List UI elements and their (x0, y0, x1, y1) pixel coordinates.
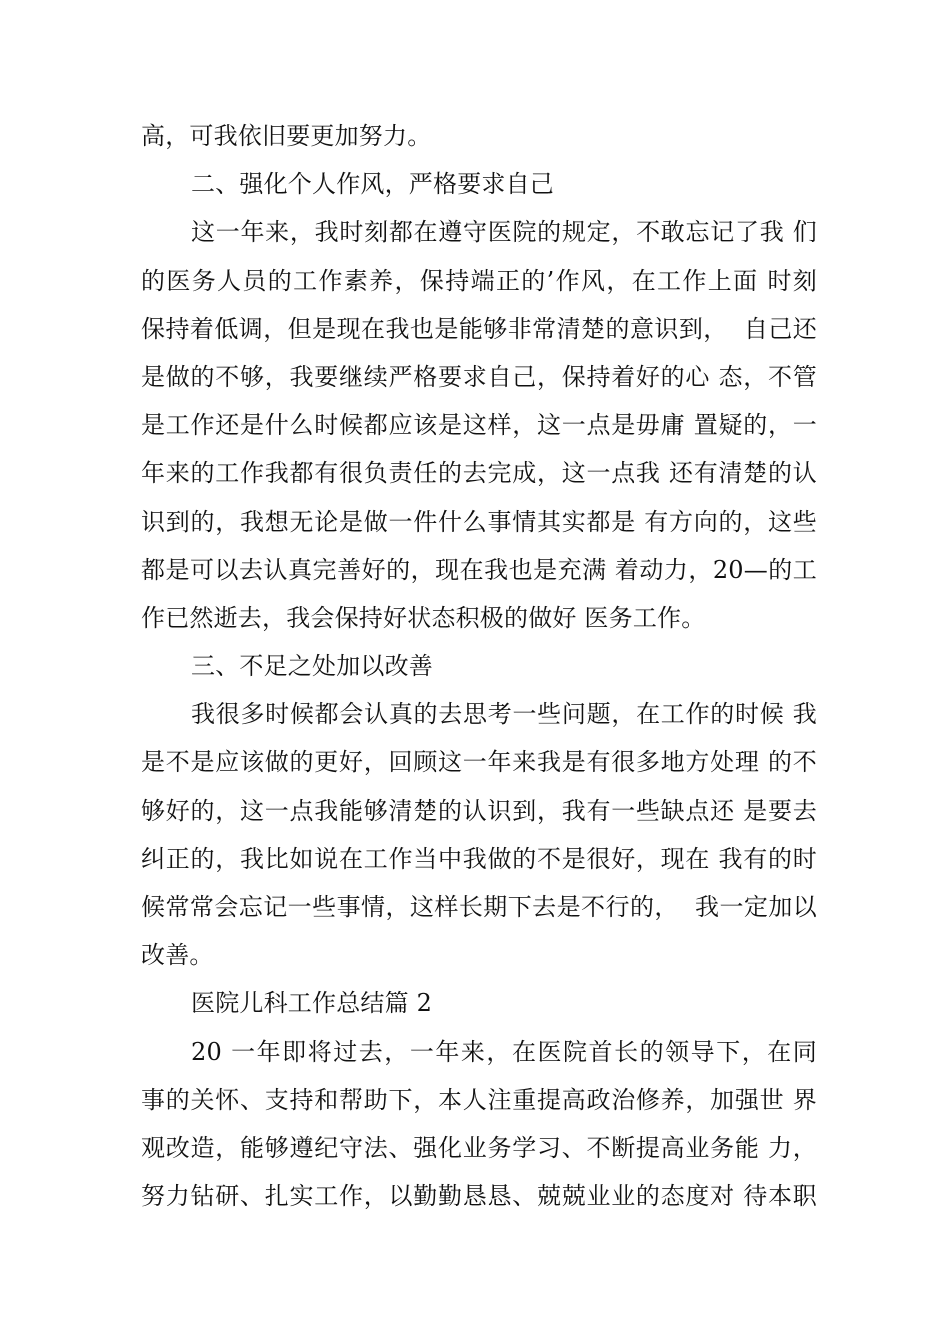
text-line: 纠正的，我比如说在工作当中我做的不是很好，现在 我有的时 (141, 844, 817, 873)
text-line: 是工作还是什么时候都应该是这样，这一点是毋庸 置疑的，一 (141, 411, 817, 440)
document-body (141, 112, 817, 1220)
text-line: 保持着低调，但是现在我也是能够非常清楚的意识到， 自己还 (141, 314, 817, 343)
text-line: 年来的工作我都有很负责任的去完成，这一点我 还有清楚的认 (141, 459, 817, 488)
text-line: 够好的，这一点我能够清楚的认识到，我有一些缺点还 是要去 (141, 796, 817, 825)
text-line: 识到的，我想无论是做一件什么事情其实都是 有方向的，这些 (141, 507, 817, 536)
section-heading: 三、不足之处加以改善 (191, 652, 433, 681)
text-line: 是不是应该做的更好，回顾这一年来我是有很多地方处理 的不 (141, 748, 817, 777)
text-line: 高，可我依旧要更加努力。 (141, 122, 432, 150)
text-line: 的医务人员的工作素养，保持端正的’作风，在工作上面 时刻 (141, 266, 817, 295)
text-line: 事的关怀、支持和帮助下，本人注重提高政治修养，加强世 界 (141, 1085, 817, 1114)
text-line: 观改造，能够遵纪守法、强化业务学习、不断提高业务能 力， (141, 1133, 817, 1162)
article-title: 医院儿科工作总结篇 2 (191, 989, 433, 1018)
text-line: 这一年来，我时刻都在遵守医院的规定，不敢忘记了我 们 (191, 218, 817, 247)
text-line: 20 一年即将过去，一年来，在医院首长的领导下，在同 (191, 1037, 817, 1066)
text-line: 改善。 (141, 941, 214, 970)
text-line: 作已然逝去，我会保持好状态积极的做好 医务工作。 (141, 603, 706, 632)
text-line: 都是可以去认真完善好的，现在我也是充满 着动力，20—的工 (141, 555, 817, 584)
text-line: 是做的不够，我要继续严格要求自己，保持着好的心 态，不管 (141, 362, 817, 391)
text-line: 候常常会忘记一些事情，这样长期下去是不行的， 我一定加以 (141, 893, 817, 921)
text-line: 我很多时候都会认真的去思考一些问题，在工作的时候 我 (191, 700, 817, 729)
text-line: 努力钻研、扎实工作，以勤勤恳恳、兢兢业业的态度对 待本职 (141, 1182, 817, 1211)
section-heading: 二、强化个人作风，严格要求自己 (191, 170, 554, 199)
